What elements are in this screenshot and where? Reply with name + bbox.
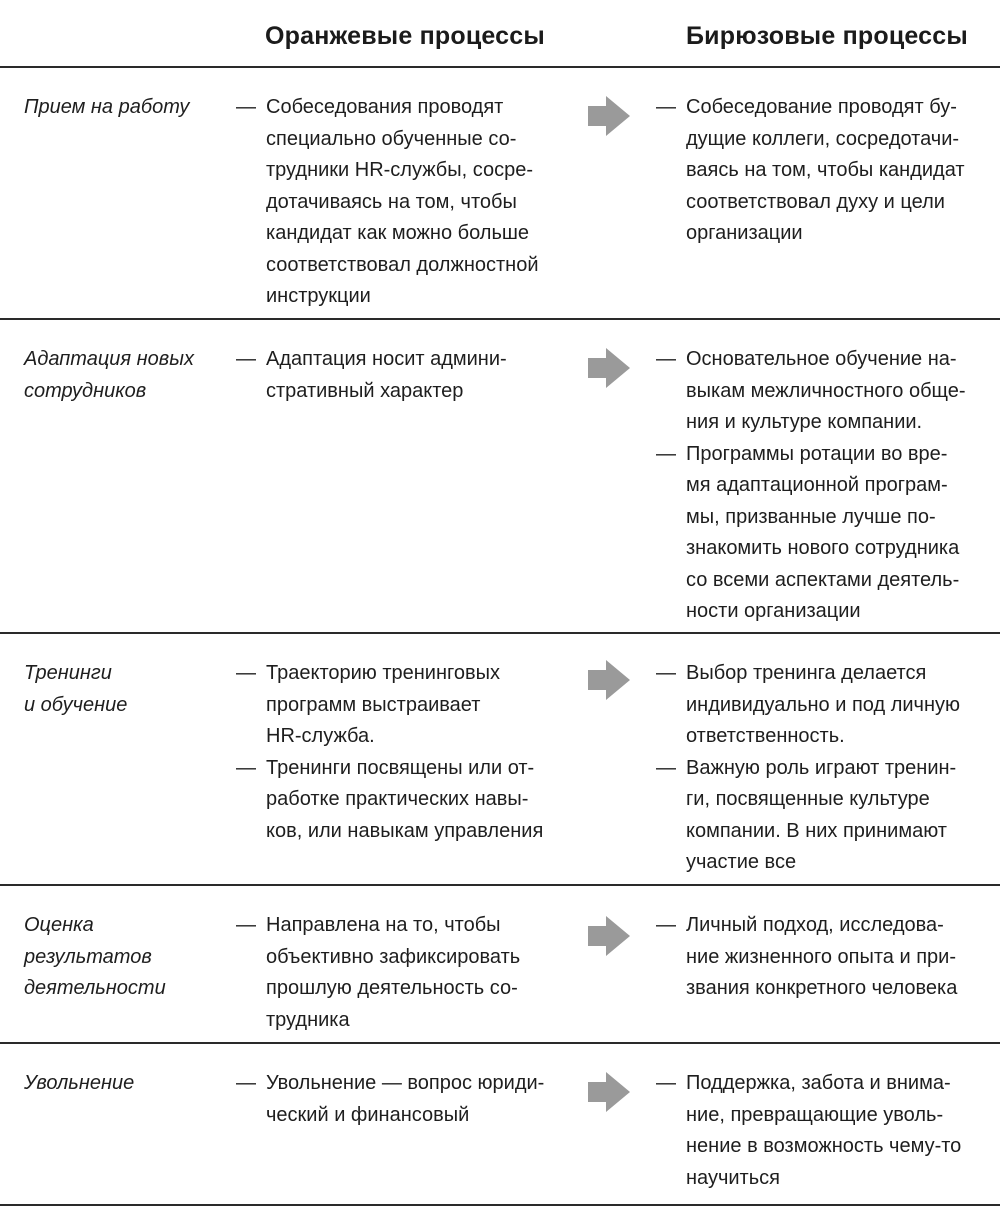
orange-items	[236, 910, 566, 1036]
dash-bullet: —	[656, 96, 676, 118]
orange-item-text: Собеседования проводят специально обученные со- трудники HR-службы, сосре- дотачиваясь на том, чтобы кандидат как можно больше соответствовал должностной инструкции	[266, 96, 539, 307]
orange-item-text: Направлена на то, чтобы объективно зафиксировать прошлую деятельность со- трудника	[266, 914, 521, 1031]
orange-items	[236, 1068, 566, 1131]
orange-item	[236, 753, 566, 848]
row-label: Адаптация новых сотрудников	[24, 348, 194, 402]
dash-bullet: —	[656, 442, 676, 465]
orange-item	[236, 1068, 566, 1131]
dash-bullet: —	[656, 662, 676, 684]
orange-item	[236, 344, 566, 407]
row-label: Увольнение	[24, 1072, 135, 1094]
teal-items	[656, 910, 996, 1005]
teal-column-title: Бирюзовые процессы	[686, 22, 968, 50]
orange-item	[236, 910, 566, 1036]
teal-items	[656, 658, 996, 879]
orange-item-text: Адаптация носит админи- стративный характер	[266, 348, 507, 402]
dash-bullet: —	[236, 96, 256, 118]
teal-item-text: Основательное обучение на- выкам межличностного обще- ния и культуре компании.	[686, 348, 966, 433]
dash-bullet: —	[236, 348, 256, 370]
right-arrow-icon	[588, 660, 630, 700]
teal-items	[656, 344, 996, 628]
right-arrow-icon	[588, 348, 630, 388]
right-arrow-icon	[588, 916, 630, 956]
table-row-dismissal	[0, 1044, 1000, 1206]
right-arrow-icon	[588, 96, 630, 136]
row-label: Тренинги и обучение	[24, 662, 128, 716]
orange-items	[236, 344, 566, 407]
teal-item	[656, 910, 996, 1005]
orange-item-text: Тренинги посвящены или от- работке практических навы- ков, или навыкам управления	[266, 756, 544, 842]
dash-bullet: —	[236, 756, 256, 779]
table-header	[0, 0, 1000, 68]
dash-bullet: —	[656, 914, 676, 936]
orange-item	[236, 658, 566, 753]
teal-item	[656, 92, 996, 250]
table-row-onboarding	[0, 320, 1000, 634]
orange-items	[236, 658, 566, 847]
row-label: Прием на работу	[24, 96, 190, 118]
orange-item-text: Увольнение — вопрос юриди- ческий и финансовый	[266, 1072, 545, 1126]
teal-item	[656, 658, 996, 753]
teal-item	[656, 1068, 996, 1194]
teal-item-text: Программы ротации во вре- мя адаптационной програм- мы, призванные лучше по- знакомить нового сотрудника со всеми аспектами деятель- ности организации	[686, 442, 960, 622]
teal-item	[656, 753, 996, 879]
teal-items	[656, 1068, 996, 1194]
right-arrow-icon	[588, 1072, 630, 1112]
table-row-evaluation	[0, 886, 1000, 1044]
dash-bullet: —	[236, 1072, 256, 1094]
teal-items	[656, 92, 996, 250]
dash-bullet: —	[656, 1072, 676, 1094]
teal-item	[656, 439, 996, 628]
teal-item-text: Личный подход, исследова- ние жизненного опыта и при- звания конкретного человека	[686, 914, 958, 999]
table-row-hiring	[0, 68, 1000, 320]
dash-bullet: —	[236, 662, 256, 684]
orange-column-title: Оранжевые процессы	[265, 22, 545, 50]
teal-item-text: Выбор тренинга делается индивидуально и под личную ответственность.	[686, 662, 961, 747]
teal-item-text: Важную роль играют тренин- ги, посвященные культуре компании. В них принимают участие все	[686, 756, 957, 873]
dash-bullet: —	[656, 348, 676, 370]
row-label: Оценка результатов деятельности	[24, 914, 166, 999]
orange-items	[236, 92, 566, 313]
teal-item	[656, 344, 996, 439]
dash-bullet: —	[236, 914, 256, 936]
teal-item-text: Поддержка, забота и внима- ние, превращающие уволь- нение в возможность чему-то научиться	[686, 1072, 962, 1189]
orange-item	[236, 92, 566, 313]
dash-bullet: —	[656, 756, 676, 779]
orange-item-text: Траекторию тренинговых программ выстраивает HR-служба.	[266, 662, 500, 747]
teal-item-text: Собеседование проводят бу- дущие коллеги, сосредотачи- ваясь на том, чтобы кандидат соответствовал духу и цели организации	[686, 96, 965, 244]
table-row-training	[0, 634, 1000, 886]
